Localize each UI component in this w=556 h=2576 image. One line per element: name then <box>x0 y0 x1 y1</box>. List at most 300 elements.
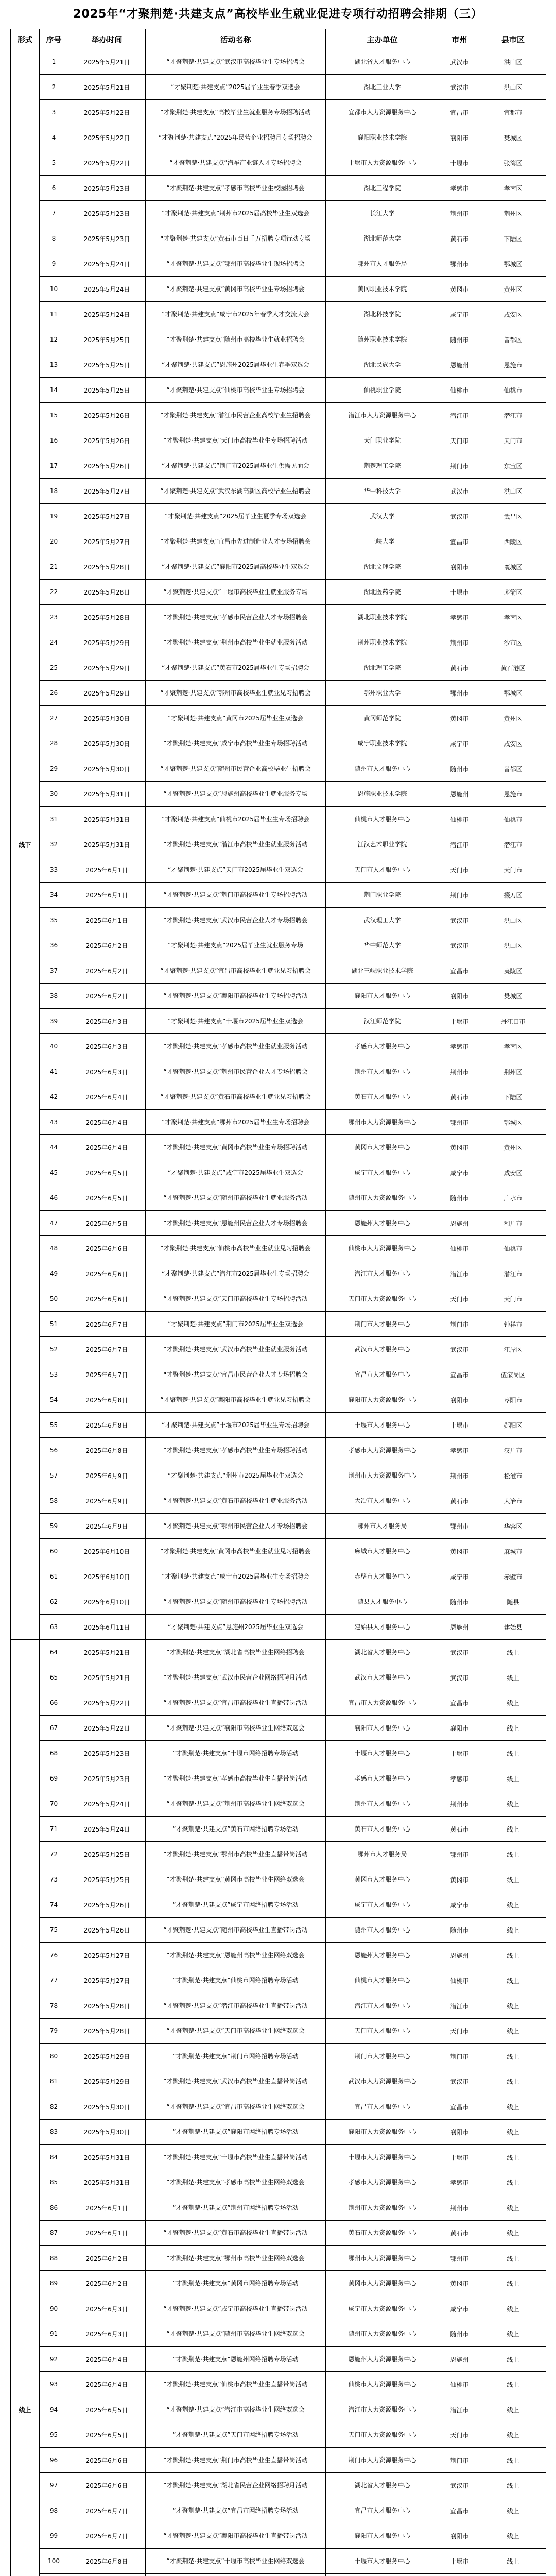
seq-cell: 29 <box>40 756 68 782</box>
seq-cell: 95 <box>40 2422 68 2448</box>
host-cell: 三峡大学 <box>326 529 439 554</box>
date-cell: 2025年5月23日 <box>68 1741 146 1766</box>
area-cell: 广水市 <box>480 1185 546 1211</box>
name-cell: “才聚荆楚·共建支点”宜昌市先进制造业人才专场招聘会 <box>146 529 326 554</box>
table-row <box>11 75 546 100</box>
seq-cell: 18 <box>40 479 68 504</box>
city-cell: 恩施州 <box>439 1943 480 1968</box>
date-cell: 2025年5月24日 <box>68 1791 146 1817</box>
seq-cell: 82 <box>40 2094 68 2120</box>
name-cell: “才聚荆楚·共建支点”黄石市高校毕业生就业服务活动 <box>146 1488 326 1514</box>
seq-cell: 93 <box>40 2372 68 2397</box>
seq-cell: 2 <box>40 75 68 100</box>
table-row <box>11 2221 546 2246</box>
host-cell: 潜江市人才服务中心 <box>326 1993 439 2019</box>
name-cell: “才聚荆楚·共建支点”2025年民营企业招聘月专场招聘会 <box>146 125 326 150</box>
host-cell: 襄阳市人力资源服务中心 <box>326 1387 439 1413</box>
name-cell: “才聚荆楚·共建支点”孝感市高校毕业生专场招聘活动 <box>146 1438 326 1463</box>
date-cell: 2025年5月29日 <box>68 2044 146 2069</box>
city-cell: 随州市 <box>439 756 480 782</box>
table-row <box>11 782 546 807</box>
host-cell: 恩施州人力资源服务中心 <box>326 2347 439 2372</box>
host-cell: 十堰市人力资源服务中心 <box>326 150 439 176</box>
seq-cell: 61 <box>40 1564 68 1589</box>
host-cell: 江汉艺术职业学院 <box>326 832 439 857</box>
seq-cell: 84 <box>40 2145 68 2170</box>
host-cell: 宜昌市人才服务中心 <box>326 1362 439 1387</box>
host-cell: 湖北医药学院 <box>326 580 439 605</box>
city-cell: 宜昌市 <box>439 529 480 554</box>
table-row <box>11 1615 546 1640</box>
date-cell: 2025年6月2日 <box>68 2246 146 2271</box>
name-cell: “才聚荆楚·共建支点”孝感市民营企业人才专场招聘会 <box>146 605 326 630</box>
host-cell: 襄阳市人才服务中心 <box>326 2523 439 2549</box>
name-cell: “才聚荆楚·共建支点”孝感市高校毕业生直播带岗活动 <box>146 1766 326 1791</box>
table-row <box>11 2347 546 2372</box>
date-cell: 2025年6月1日 <box>68 2195 146 2221</box>
table-row <box>11 2044 546 2069</box>
table-row <box>11 2094 546 2120</box>
city-cell: 仙桃市 <box>439 378 480 403</box>
date-cell: 2025年6月5日 <box>68 2397 146 2422</box>
seq-cell: 43 <box>40 1110 68 1135</box>
host-cell: 仙桃市人才服务中心 <box>326 1968 439 1993</box>
date-cell: 2025年5月27日 <box>68 504 146 529</box>
city-cell: 武汉市 <box>439 479 480 504</box>
city-cell: 黄冈市 <box>439 706 480 731</box>
seq-cell: 34 <box>40 883 68 908</box>
table-row <box>11 2498 546 2523</box>
table-row <box>11 630 546 655</box>
table-row <box>11 2574 546 2576</box>
city-cell: 黄冈市 <box>439 1867 480 1892</box>
table-row <box>11 529 546 554</box>
date-cell: 2025年6月6日 <box>68 1261 146 1286</box>
host-cell: 鄂州市人力资源服务中心 <box>326 1110 439 1135</box>
table-row <box>11 2549 546 2574</box>
area-cell: 松滋市 <box>480 1463 546 1488</box>
date-cell: 2025年5月30日 <box>68 2094 146 2120</box>
table-row <box>11 2069 546 2094</box>
city-cell: 武汉市 <box>439 49 480 75</box>
name-cell: “才聚荆楚·共建支点”黄石市高校毕业生直播带岗活动 <box>146 2221 326 2246</box>
city-cell: 潜江市 <box>439 403 480 428</box>
seq-cell: 16 <box>40 428 68 453</box>
date-cell: 2025年5月23日 <box>68 176 146 201</box>
city-cell: 武汉市 <box>439 504 480 529</box>
host-cell: 荆州职业技术学院 <box>326 630 439 655</box>
city-cell: 黄石市 <box>439 226 480 251</box>
city-cell: 鄂州市 <box>439 1110 480 1135</box>
table-row <box>11 201 546 226</box>
host-cell: 武汉大学 <box>326 504 439 529</box>
table-row <box>11 1009 546 1034</box>
city-cell: 天门市 <box>439 857 480 883</box>
area-cell: 襄城区 <box>480 554 546 580</box>
area-cell: 曾都区 <box>480 756 546 782</box>
seq-cell: 11 <box>40 302 68 327</box>
name-cell: “才聚荆楚·共建支点”荆州市2025届毕业生双选会 <box>146 1463 326 1488</box>
host-cell: 天门职业学院 <box>326 428 439 453</box>
city-cell: 仙桃市 <box>439 2372 480 2397</box>
name-cell: “才聚荆楚·共建支点”十堰市高校毕业生就业服务专场 <box>146 580 326 605</box>
date-cell: 2025年5月29日 <box>68 630 146 655</box>
table-row <box>11 1236 546 1261</box>
table-row <box>11 2271 546 2296</box>
area-cell <box>480 2574 546 2576</box>
date-cell: 2025年6月7日 <box>68 1362 146 1387</box>
host-cell: 十堰市人才服务中心 <box>326 1413 439 1438</box>
name-cell: “才聚荆楚·共建支点”仙桃市2025届毕业生专场招聘会 <box>146 807 326 832</box>
host-cell: 赤壁市人才服务中心 <box>326 1564 439 1589</box>
seq-cell: 64 <box>40 1640 68 1665</box>
city-cell: 襄阳市 <box>439 1716 480 1741</box>
seq-cell: 100 <box>40 2549 68 2574</box>
date-cell: 2025年5月26日 <box>68 428 146 453</box>
area-cell: 郧阳区 <box>480 1413 546 1438</box>
area-cell: 线上 <box>480 1968 546 1993</box>
header-host: 主办单位 <box>326 29 439 49</box>
table-row <box>11 327 546 352</box>
date-cell: 2025年5月25日 <box>68 1867 146 1892</box>
name-cell: “才聚荆楚·共建支点”襄阳市2025届高校毕业生双选会 <box>146 554 326 580</box>
city-cell: 荆州市 <box>439 1059 480 1084</box>
host-cell: 荆门市人力资源服务中心 <box>326 2448 439 2473</box>
name-cell: “才聚荆楚·共建支点”十堰市2025届毕业生双选会 <box>146 1009 326 1034</box>
seq-cell: 46 <box>40 1185 68 1211</box>
name-cell: “才聚荆楚·共建支点”随州市民营企业高校毕业生招聘会 <box>146 756 326 782</box>
area-cell: 线上 <box>480 2549 546 2574</box>
city-cell: 孝感市 <box>439 176 480 201</box>
date-cell: 2025年5月22日 <box>68 125 146 150</box>
seq-cell: 42 <box>40 1084 68 1110</box>
city-cell: 荆州市 <box>439 201 480 226</box>
name-cell: “才聚荆楚·共建支点”恩施州高校毕业生网络双选会 <box>146 1943 326 1968</box>
date-cell: 2025年5月23日 <box>68 201 146 226</box>
table-row <box>11 706 546 731</box>
host-cell: 襄阳市人才服务中心 <box>326 984 439 1009</box>
host-cell: 随州市人力资源服务中心 <box>326 1185 439 1211</box>
name-cell: “才聚荆楚·共建支点”鄂州市民营企业人才专场招聘会 <box>146 1514 326 1539</box>
date-cell: 2025年5月21日 <box>68 75 146 100</box>
city-cell: 鄂州市 <box>439 2246 480 2271</box>
area-cell: 洪山区 <box>480 908 546 933</box>
host-cell: 黄冈市人才服务中心 <box>326 1867 439 1892</box>
area-cell: 线上 <box>480 2473 546 2498</box>
host-cell: 荆门职业学院 <box>326 883 439 908</box>
host-cell: 恩施州人才服务中心 <box>326 1211 439 1236</box>
host-cell: 仙桃市人力资源服务中心 <box>326 2372 439 2397</box>
area-cell: 鄂城区 <box>480 681 546 706</box>
table-row <box>11 1943 546 1968</box>
host-cell: 黄冈师范学院 <box>326 706 439 731</box>
table-row <box>11 150 546 176</box>
area-cell: 线上 <box>480 2120 546 2145</box>
name-cell: “才聚荆楚·共建支点”恩施州网络招聘专场活动 <box>146 2347 326 2372</box>
host-cell: 十堰市人力资源服务中心 <box>326 2145 439 2170</box>
table-row <box>11 1034 546 1059</box>
date-cell: 2025年5月29日 <box>68 681 146 706</box>
date-cell: 2025年5月24日 <box>68 1817 146 1842</box>
area-cell: 丹江口市 <box>480 1009 546 1034</box>
seq-cell: 80 <box>40 2044 68 2069</box>
name-cell: “才聚荆楚·共建支点”鄂州市2025届毕业生专场招聘会 <box>146 1110 326 1135</box>
date-cell: 2025年6月7日 <box>68 2498 146 2523</box>
host-cell: 潜江市人力资源服务中心 <box>326 403 439 428</box>
area-cell: 天门市 <box>480 428 546 453</box>
city-cell: 宜昌市 <box>439 2094 480 2120</box>
name-cell: “才聚荆楚·共建支点”咸宁市网络招聘专场活动 <box>146 1892 326 1918</box>
host-cell: 长江大学 <box>326 201 439 226</box>
table-row <box>11 832 546 857</box>
area-cell: 荆州区 <box>480 1059 546 1084</box>
table-row <box>11 1817 546 1842</box>
host-cell: 天门市人力资源服务中心 <box>326 2422 439 2448</box>
seq-cell: 98 <box>40 2498 68 2523</box>
area-cell: 利川市 <box>480 1211 546 1236</box>
seq-cell: 62 <box>40 1589 68 1615</box>
name-cell: “才聚荆楚·共建支点”黄冈市高校毕业生网络双选会 <box>146 1867 326 1892</box>
name-cell: “才聚荆楚·共建支点”随州市高校毕业生就业服务活动 <box>146 1185 326 1211</box>
host-cell: 华中科技大学 <box>326 479 439 504</box>
area-cell: 江岸区 <box>480 1337 546 1362</box>
name-cell: “才聚荆楚·共建支点”天门市网络招聘专场活动 <box>146 2422 326 2448</box>
table-row <box>11 2195 546 2221</box>
host-cell: 武汉市人才服务中心 <box>326 1337 439 1362</box>
city-cell: 鄂州市 <box>439 251 480 277</box>
name-cell: “才聚荆楚·共建支点”咸宁市高校毕业生专场招聘活动 <box>146 731 326 756</box>
area-cell: 潜江市 <box>480 403 546 428</box>
header-form: 形式 <box>11 29 40 49</box>
host-cell: 随州市人才服务中心 <box>326 1918 439 1943</box>
city-cell: 荆州市 <box>439 1463 480 1488</box>
seq-cell: 91 <box>40 2321 68 2347</box>
host-cell: 十堰市人才服务中心 <box>326 1741 439 1766</box>
table-row <box>11 2296 546 2321</box>
table-row <box>11 352 546 378</box>
area-cell: 大冶市 <box>480 1488 546 1514</box>
host-cell: 荆州市人才服务中心 <box>326 1059 439 1084</box>
date-cell: 2025年5月28日 <box>68 1993 146 2019</box>
city-cell: 随州市 <box>439 1918 480 1943</box>
date-cell <box>68 2574 146 2576</box>
seq-cell: 87 <box>40 2221 68 2246</box>
date-cell: 2025年6月1日 <box>68 883 146 908</box>
city-cell: 荆州市 <box>439 1791 480 1817</box>
name-cell: “才聚荆楚·共建支点”荆门市网络招聘专场活动 <box>146 2044 326 2069</box>
date-cell: 2025年6月9日 <box>68 1514 146 1539</box>
date-cell: 2025年6月11日 <box>68 1615 146 1640</box>
seq-cell: 57 <box>40 1463 68 1488</box>
name-cell: “才聚荆楚·共建支点”襄阳市高校毕业生专场招聘活动 <box>146 984 326 1009</box>
city-cell: 荆门市 <box>439 2044 480 2069</box>
table-row <box>11 1690 546 1716</box>
table-row <box>11 731 546 756</box>
seq-cell: 59 <box>40 1514 68 1539</box>
seq-cell: 30 <box>40 782 68 807</box>
area-cell: 线上 <box>480 1741 546 1766</box>
city-cell: 宜昌市 <box>439 1362 480 1387</box>
name-cell: “才聚荆楚·共建支点”恩施州2025届毕业生春季双选会 <box>146 352 326 378</box>
seq-cell: 76 <box>40 1943 68 1968</box>
name-cell: “才聚荆楚·共建支点”宜昌市高校毕业生直播带岗活动 <box>146 1690 326 1716</box>
host-cell: 咸宁市人才服务中心 <box>326 1160 439 1185</box>
name-cell: “才聚荆楚·共建支点”黄冈市网络招聘专场活动 <box>146 2271 326 2296</box>
host-cell: 鄂州市人才服务局 <box>326 1514 439 1539</box>
seq-cell: 8 <box>40 226 68 251</box>
date-cell: 2025年6月9日 <box>68 1463 146 1488</box>
table-row <box>11 277 546 302</box>
area-cell: 潜江市 <box>480 1261 546 1286</box>
city-cell: 荆门市 <box>439 2448 480 2473</box>
date-cell: 2025年5月22日 <box>68 1716 146 1741</box>
seq-cell: 75 <box>40 1918 68 1943</box>
area-cell: 洪山区 <box>480 479 546 504</box>
date-cell: 2025年6月5日 <box>68 1160 146 1185</box>
seq-cell: 53 <box>40 1362 68 1387</box>
area-cell: 东宝区 <box>480 453 546 479</box>
date-cell: 2025年5月25日 <box>68 1842 146 1867</box>
date-cell: 2025年5月25日 <box>68 352 146 378</box>
name-cell: “才聚荆楚·共建支点”宜昌市民营企业人才专场招聘会 <box>146 1362 326 1387</box>
date-cell: 2025年5月31日 <box>68 2145 146 2170</box>
area-cell: 下陆区 <box>480 1084 546 1110</box>
host-cell: 十堰市人才服务中心 <box>326 2549 439 2574</box>
table-row <box>11 100 546 125</box>
city-cell: 孝感市 <box>439 605 480 630</box>
date-cell: 2025年6月8日 <box>68 1438 146 1463</box>
area-cell: 线上 <box>480 1993 546 2019</box>
city-cell: 武汉市 <box>439 908 480 933</box>
city-cell: 恩施州 <box>439 1211 480 1236</box>
seq-cell: 39 <box>40 1009 68 1034</box>
area-cell: 麻城市 <box>480 1539 546 1564</box>
host-cell: 天门市人才服务中心 <box>326 2019 439 2044</box>
name-cell: “才聚荆楚·共建支点”宜昌市高校毕业生网络双选会 <box>146 2094 326 2120</box>
name-cell: “才聚荆楚·共建支点”鄂州市高校毕业生直播带岗活动 <box>146 1842 326 1867</box>
date-cell: 2025年5月24日 <box>68 251 146 277</box>
city-cell: 武汉市 <box>439 2473 480 2498</box>
date-cell: 2025年5月30日 <box>68 706 146 731</box>
host-cell: 鄂州职业大学 <box>326 681 439 706</box>
date-cell: 2025年5月21日 <box>68 1640 146 1665</box>
name-cell: “才聚荆楚·共建支点”黄石市百日千万招聘专项行动专场 <box>146 226 326 251</box>
area-cell: 沙市区 <box>480 630 546 655</box>
city-cell: 襄阳市 <box>439 554 480 580</box>
date-cell: 2025年5月31日 <box>68 782 146 807</box>
city-cell: 随州市 <box>439 1589 480 1615</box>
seq-cell: 60 <box>40 1539 68 1564</box>
table-row <box>11 1665 546 1690</box>
area-cell: 樊城区 <box>480 984 546 1009</box>
city-cell: 武汉市 <box>439 1640 480 1665</box>
date-cell: 2025年5月23日 <box>68 226 146 251</box>
header-name: 活动名称 <box>146 29 326 49</box>
seq-cell <box>40 2574 68 2576</box>
host-cell: 鄂州市人力资源服务中心 <box>326 2246 439 2271</box>
table-row <box>11 302 546 327</box>
name-cell: “才聚荆楚·共建支点”襄阳市高校毕业生网络双选会 <box>146 1716 326 1741</box>
table-row <box>11 1387 546 1413</box>
date-cell: 2025年6月3日 <box>68 2296 146 2321</box>
seq-cell: 66 <box>40 1690 68 1716</box>
name-cell: “才聚荆楚·共建支点”荆门市高校毕业生专场招聘活动 <box>146 883 326 908</box>
area-cell: 鄂城区 <box>480 251 546 277</box>
name-cell: “才聚荆楚·共建支点”黄冈市2025届毕业生双选会 <box>146 706 326 731</box>
name-cell: “才聚荆楚·共建支点”咸宁市2025届毕业生双选会 <box>146 1160 326 1185</box>
city-cell: 黄冈市 <box>439 277 480 302</box>
host-cell: 黄冈市人才服务中心 <box>326 1135 439 1160</box>
seq-cell: 1 <box>40 49 68 75</box>
area-cell: 樊城区 <box>480 125 546 150</box>
city-cell: 十堰市 <box>439 1413 480 1438</box>
area-cell: 下陆区 <box>480 226 546 251</box>
table-row <box>11 1488 546 1514</box>
host-cell: 咸宁市人才服务中心 <box>326 1892 439 1918</box>
table-row <box>11 908 546 933</box>
name-cell: “才聚荆楚·共建支点”随州市高校毕业生直播带岗活动 <box>146 1918 326 1943</box>
date-cell: 2025年5月21日 <box>68 1665 146 1690</box>
date-cell: 2025年6月10日 <box>68 1589 146 1615</box>
area-cell: 线上 <box>480 1918 546 1943</box>
date-cell: 2025年6月6日 <box>68 1236 146 1261</box>
seq-cell: 97 <box>40 2473 68 2498</box>
date-cell: 2025年5月27日 <box>68 1943 146 1968</box>
table-row <box>11 1059 546 1084</box>
name-cell: “才聚荆楚·共建支点”高校毕业生就业服务专场招聘活动 <box>146 100 326 125</box>
date-cell: 2025年5月30日 <box>68 756 146 782</box>
name-cell: “才聚荆楚·共建支点”荆州市2025届高校毕业生双选会 <box>146 201 326 226</box>
area-cell: 赤壁市 <box>480 1564 546 1589</box>
seq-cell: 20 <box>40 529 68 554</box>
host-cell: 湖北理工学院 <box>326 655 439 681</box>
date-cell: 2025年5月24日 <box>68 302 146 327</box>
date-cell: 2025年5月28日 <box>68 2019 146 2044</box>
date-cell: 2025年5月29日 <box>68 2069 146 2094</box>
table-row <box>11 1337 546 1362</box>
name-cell: “才聚荆楚·共建支点”天门市2025届毕业生双选会 <box>146 857 326 883</box>
host-cell: 建始县人才服务中心 <box>326 1615 439 1640</box>
table-row <box>11 1716 546 1741</box>
date-cell: 2025年5月27日 <box>68 529 146 554</box>
name-cell: “才聚荆楚·共建支点”荆州市高校毕业生网络双选会 <box>146 1791 326 1817</box>
host-cell: 湖北省人才服务中心 <box>326 49 439 75</box>
name-cell: “才聚荆楚·共建支点”黄石市2025届毕业生专场招聘会 <box>146 655 326 681</box>
seq-cell: 88 <box>40 2246 68 2271</box>
area-cell: 线上 <box>480 2321 546 2347</box>
host-cell: 荆门市人才服务中心 <box>326 2044 439 2069</box>
form-cell: 线上 <box>11 1640 40 2576</box>
seq-cell: 86 <box>40 2195 68 2221</box>
seq-cell: 25 <box>40 655 68 681</box>
name-cell: “才聚荆楚·共建支点”湖北省高校毕业生网络招聘会 <box>146 1640 326 1665</box>
date-cell: 2025年6月3日 <box>68 2321 146 2347</box>
name-cell: “才聚荆楚·共建支点”孝感市高校毕业生就业服务活动 <box>146 1034 326 1059</box>
table-row <box>11 226 546 251</box>
seq-cell: 17 <box>40 453 68 479</box>
name-cell: “才聚荆楚·共建支点”鄂州市高校毕业生现场招聘会 <box>146 251 326 277</box>
city-cell: 恩施州 <box>439 1615 480 1640</box>
host-cell <box>326 2574 439 2576</box>
seq-cell: 49 <box>40 1261 68 1286</box>
date-cell: 2025年6月5日 <box>68 2422 146 2448</box>
name-cell: “才聚荆楚·共建支点”武汉东湖高新区高校毕业生招聘会 <box>146 479 326 504</box>
table-body <box>11 49 546 2576</box>
table-row <box>11 857 546 883</box>
table-row <box>11 1261 546 1286</box>
host-cell: 麻城市人才服务中心 <box>326 1539 439 1564</box>
area-cell: 鄂城区 <box>480 1110 546 1135</box>
